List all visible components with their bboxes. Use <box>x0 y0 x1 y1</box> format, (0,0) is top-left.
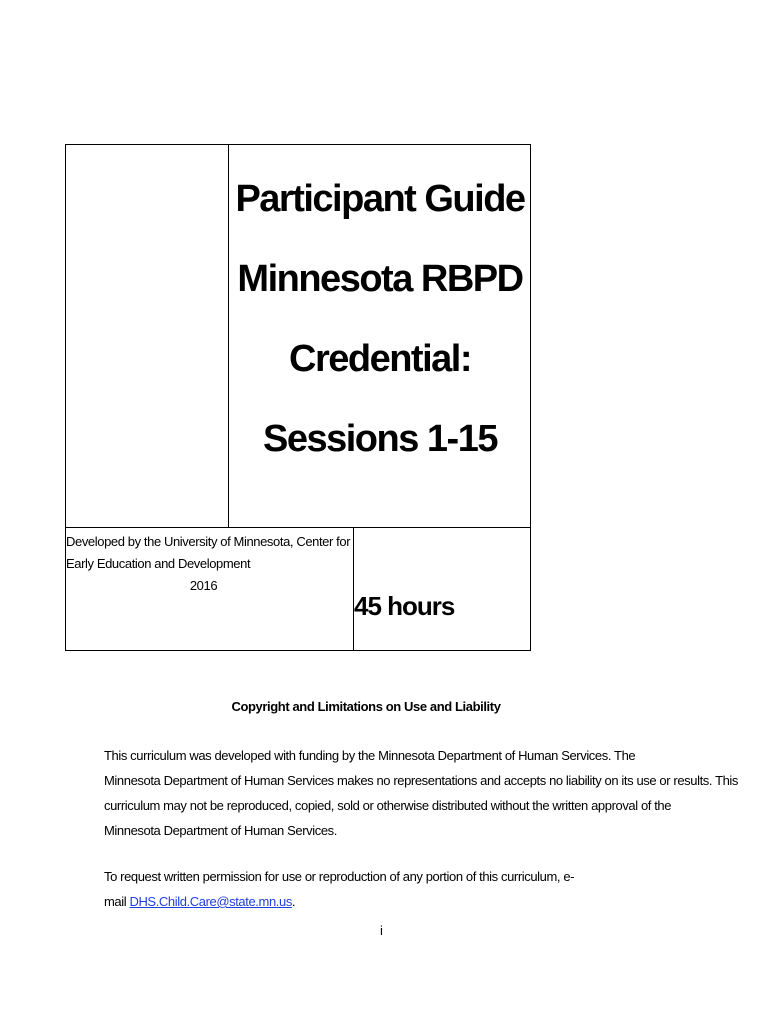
paragraph-line <box>104 889 574 914</box>
document-title <box>229 159 531 479</box>
email-link[interactable]: DHS.Child.Care@state.mn.us <box>129 894 292 909</box>
cover-table <box>65 144 531 651</box>
paragraph-line: To request written permission for use or reproduction of any portion of this curriculum, e- <box>104 869 575 884</box>
copyright-paragraph <box>104 743 738 843</box>
permission-paragraph <box>104 864 574 914</box>
developed-by-line: Early Education and Development <box>66 556 251 571</box>
email-prefix: mail <box>104 894 130 909</box>
paragraph-line: This curriculum was developed with funding by the Minnesota Department of Human Services. The <box>104 748 636 763</box>
publication-year: 2016 <box>189 578 218 593</box>
developed-by-line: Developed by the University of Minnesota, Center for <box>66 534 351 549</box>
paragraph-line: Minnesota Department of Human Services. <box>104 823 337 838</box>
paragraph-line: curriculum may not be reproduced, copied, sold or otherwise distributed without the written approval of the <box>104 798 672 813</box>
title-line: Participant Guide <box>235 178 525 220</box>
email-suffix: . <box>291 894 296 909</box>
hours-label: 45 hours <box>354 591 455 621</box>
copyright-heading: Copyright and Limitations on Use and Liability <box>231 699 501 714</box>
title-line: Sessions 1-15 <box>263 418 497 460</box>
cover-divider-vertical-bottom <box>353 527 354 651</box>
cover-divider-horizontal <box>66 527 530 528</box>
title-line: Minnesota RBPD <box>237 258 523 300</box>
paragraph-line: Minnesota Department of Human Services makes no representations and accepts no liability on its use or results. This <box>104 773 739 788</box>
page-number: i <box>380 923 383 938</box>
title-line: Credential: <box>289 338 471 380</box>
developed-by-text <box>66 531 353 597</box>
